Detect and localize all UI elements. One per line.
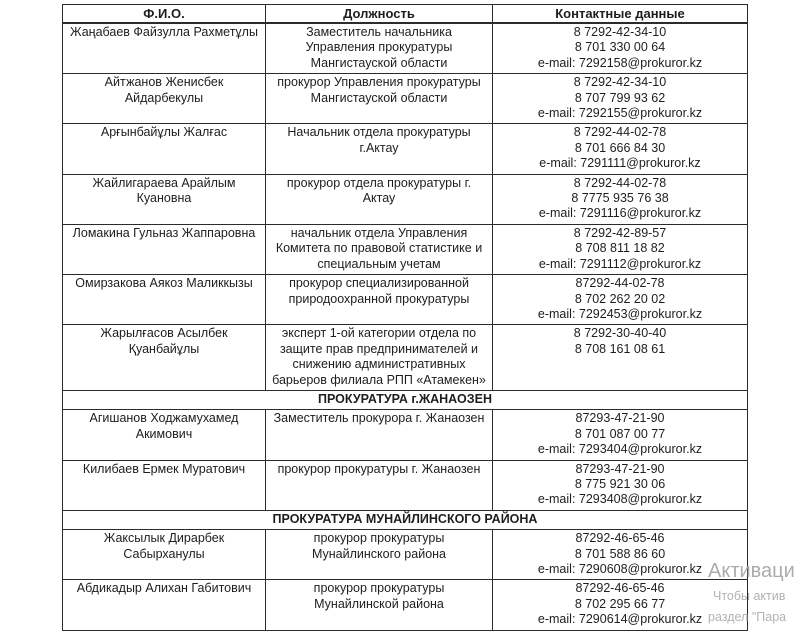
person-contacts xyxy=(493,275,748,325)
table-row xyxy=(63,325,748,391)
watermark-line-1: Активаци xyxy=(708,560,795,582)
person-position: начальник отдела Управления Комитета по правовой статистике и специальным учетам xyxy=(266,224,493,274)
table-row xyxy=(63,124,748,174)
contact-phone: 8 701 330 00 64 xyxy=(574,40,666,55)
person-contacts xyxy=(493,325,748,391)
header-row xyxy=(63,5,748,24)
watermark-line-3: раздел "Пара xyxy=(708,610,787,624)
person-contacts xyxy=(493,530,748,580)
person-position: прокурор прокуратуры Мунайлинского района xyxy=(266,530,493,580)
contacts-table xyxy=(62,4,748,631)
contact-email: e-mail: 7292158@prokuror.kz xyxy=(537,55,703,70)
table-row xyxy=(63,224,748,274)
person-name: Омирзакова Аякоз Маликкызы xyxy=(63,275,266,325)
contact-phone: 8 701 666 84 30 xyxy=(574,140,666,155)
contact-phone: 8 7775 935 76 38 xyxy=(571,191,669,206)
contact-phone: 8 7292-42-34-10 xyxy=(573,25,667,39)
person-name: Жаксылык Дирарбек Сабырханулы xyxy=(63,530,266,580)
person-name: Жарылғасов Асылбек Қуанбайұлы xyxy=(63,325,266,391)
contact-phone: 87292-46-65-46 xyxy=(575,531,665,546)
person-position: эксперт 1-ой категории отдела по защите прав предпринимателей и снижению административных барьеров филиала РПП «Атамекен» xyxy=(266,325,493,391)
person-name: Килибаев Ермек Муратович xyxy=(63,460,266,510)
table-row xyxy=(63,460,748,510)
person-position: Заместитель прокурора г. Жанаозен xyxy=(266,410,493,460)
table-row xyxy=(63,580,748,630)
section-title: ПРОКУРАТУРА МУНАЙЛИНСКОГО РАЙОНА xyxy=(63,510,748,529)
contact-phone: 8 702 262 20 02 xyxy=(574,291,666,306)
person-name: Айтжанов Женисбек Айдарбекулы xyxy=(63,74,266,124)
person-name: Арғынбайұлы Жалғас xyxy=(63,124,266,174)
person-position: прокурор отдела прокуратуры г. Актау xyxy=(266,174,493,224)
person-position: Заместитель начальника Управления прокуратуры Мангистауской области xyxy=(266,23,493,74)
contact-email: e-mail: 7293404@prokuror.kz xyxy=(537,442,703,457)
table-body xyxy=(63,23,748,630)
contact-email: e-mail: 7293408@prokuror.kz xyxy=(537,492,703,507)
person-contacts xyxy=(493,23,748,74)
contact-phone: 8 7292-30-40-40 xyxy=(573,326,667,341)
section-title: ПРОКУРАТУРА г.ЖАНАОЗЕН xyxy=(63,390,748,409)
contact-phone: 87292-44-02-78 xyxy=(575,276,665,291)
contact-email: e-mail: 7290608@prokuror.kz xyxy=(537,562,703,576)
table-row xyxy=(63,174,748,224)
contact-email: e-mail: 7291112@prokuror.kz xyxy=(538,256,702,271)
contact-phone: 8 708 161 08 61 xyxy=(574,341,666,356)
contact-phone: 87292-46-65-46 xyxy=(575,581,665,596)
contact-phone: 8 702 295 66 77 xyxy=(574,596,666,611)
person-position: прокурор прокуратуры г. Жанаозен xyxy=(266,460,493,510)
person-contacts xyxy=(493,460,748,510)
column-header: Ф.И.О. xyxy=(63,5,266,24)
person-position: прокурор прокуратуры Мунайлинской района xyxy=(266,580,493,630)
contact-email: e-mail: 7290614@prokuror.kz xyxy=(537,612,703,627)
contact-phone: 87293-47-21-90 xyxy=(575,461,665,476)
contact-phone: 8 775 921 30 06 xyxy=(574,476,666,491)
contact-email: e-mail: 7291116@prokuror.kz xyxy=(538,206,702,221)
table-header xyxy=(63,5,748,24)
contact-phone: 8 7292-44-02-78 xyxy=(573,175,667,190)
contact-phone: 8 701 087 00 77 xyxy=(574,426,666,441)
contact-phone: 87293-47-21-90 xyxy=(575,411,665,426)
person-contacts xyxy=(493,580,748,630)
contact-email: e-mail: 7292155@prokuror.kz xyxy=(537,106,703,121)
contact-phone: 8 7292-42-34-10 xyxy=(573,75,667,90)
contact-phone: 8 7292-44-02-78 xyxy=(573,125,667,140)
person-contacts xyxy=(493,124,748,174)
watermark-line-2: Чтобы актив xyxy=(713,589,786,603)
contact-phone: 8 708 811 18 82 xyxy=(575,241,665,256)
person-name: Жаңабаев Файзулла Рахметұлы xyxy=(63,23,266,74)
section-row xyxy=(63,510,748,529)
person-position: прокурор специализированной природоохранной прокуратуры xyxy=(266,275,493,325)
person-contacts xyxy=(493,224,748,274)
person-name: Абдикадыр Алихан Габитович xyxy=(63,580,266,630)
person-name: Жайлигараева Арайлым Куановна xyxy=(63,174,266,224)
contact-email: e-mail: 7292453@prokuror.kz xyxy=(537,306,703,321)
table-row xyxy=(63,23,748,74)
person-name: Агишанов Ходжамухамед Акимович xyxy=(63,410,266,460)
contact-email: e-mail: 7291111@prokuror.kz xyxy=(539,156,701,171)
contact-phone: 8 707 799 93 62 xyxy=(574,90,666,105)
table-row xyxy=(63,275,748,325)
person-contacts xyxy=(493,174,748,224)
person-name: Ломакина Гульназ Жаппаровна xyxy=(63,224,266,274)
column-header: Контактные данные xyxy=(493,5,748,24)
person-position: Начальник отдела прокуратуры г.Актау xyxy=(266,124,493,174)
table-row xyxy=(63,74,748,124)
person-contacts xyxy=(493,410,748,460)
contact-phone: 8 7292-42-89-57 xyxy=(573,225,667,240)
table-row xyxy=(63,410,748,460)
column-header: Должность xyxy=(266,5,493,24)
person-contacts xyxy=(493,74,748,124)
contact-phone: 8 701 588 86 60 xyxy=(574,546,666,561)
table-row xyxy=(63,530,748,580)
section-row xyxy=(63,390,748,409)
person-position: прокурор Управления прокуратуры Мангистауской области xyxy=(266,74,493,124)
